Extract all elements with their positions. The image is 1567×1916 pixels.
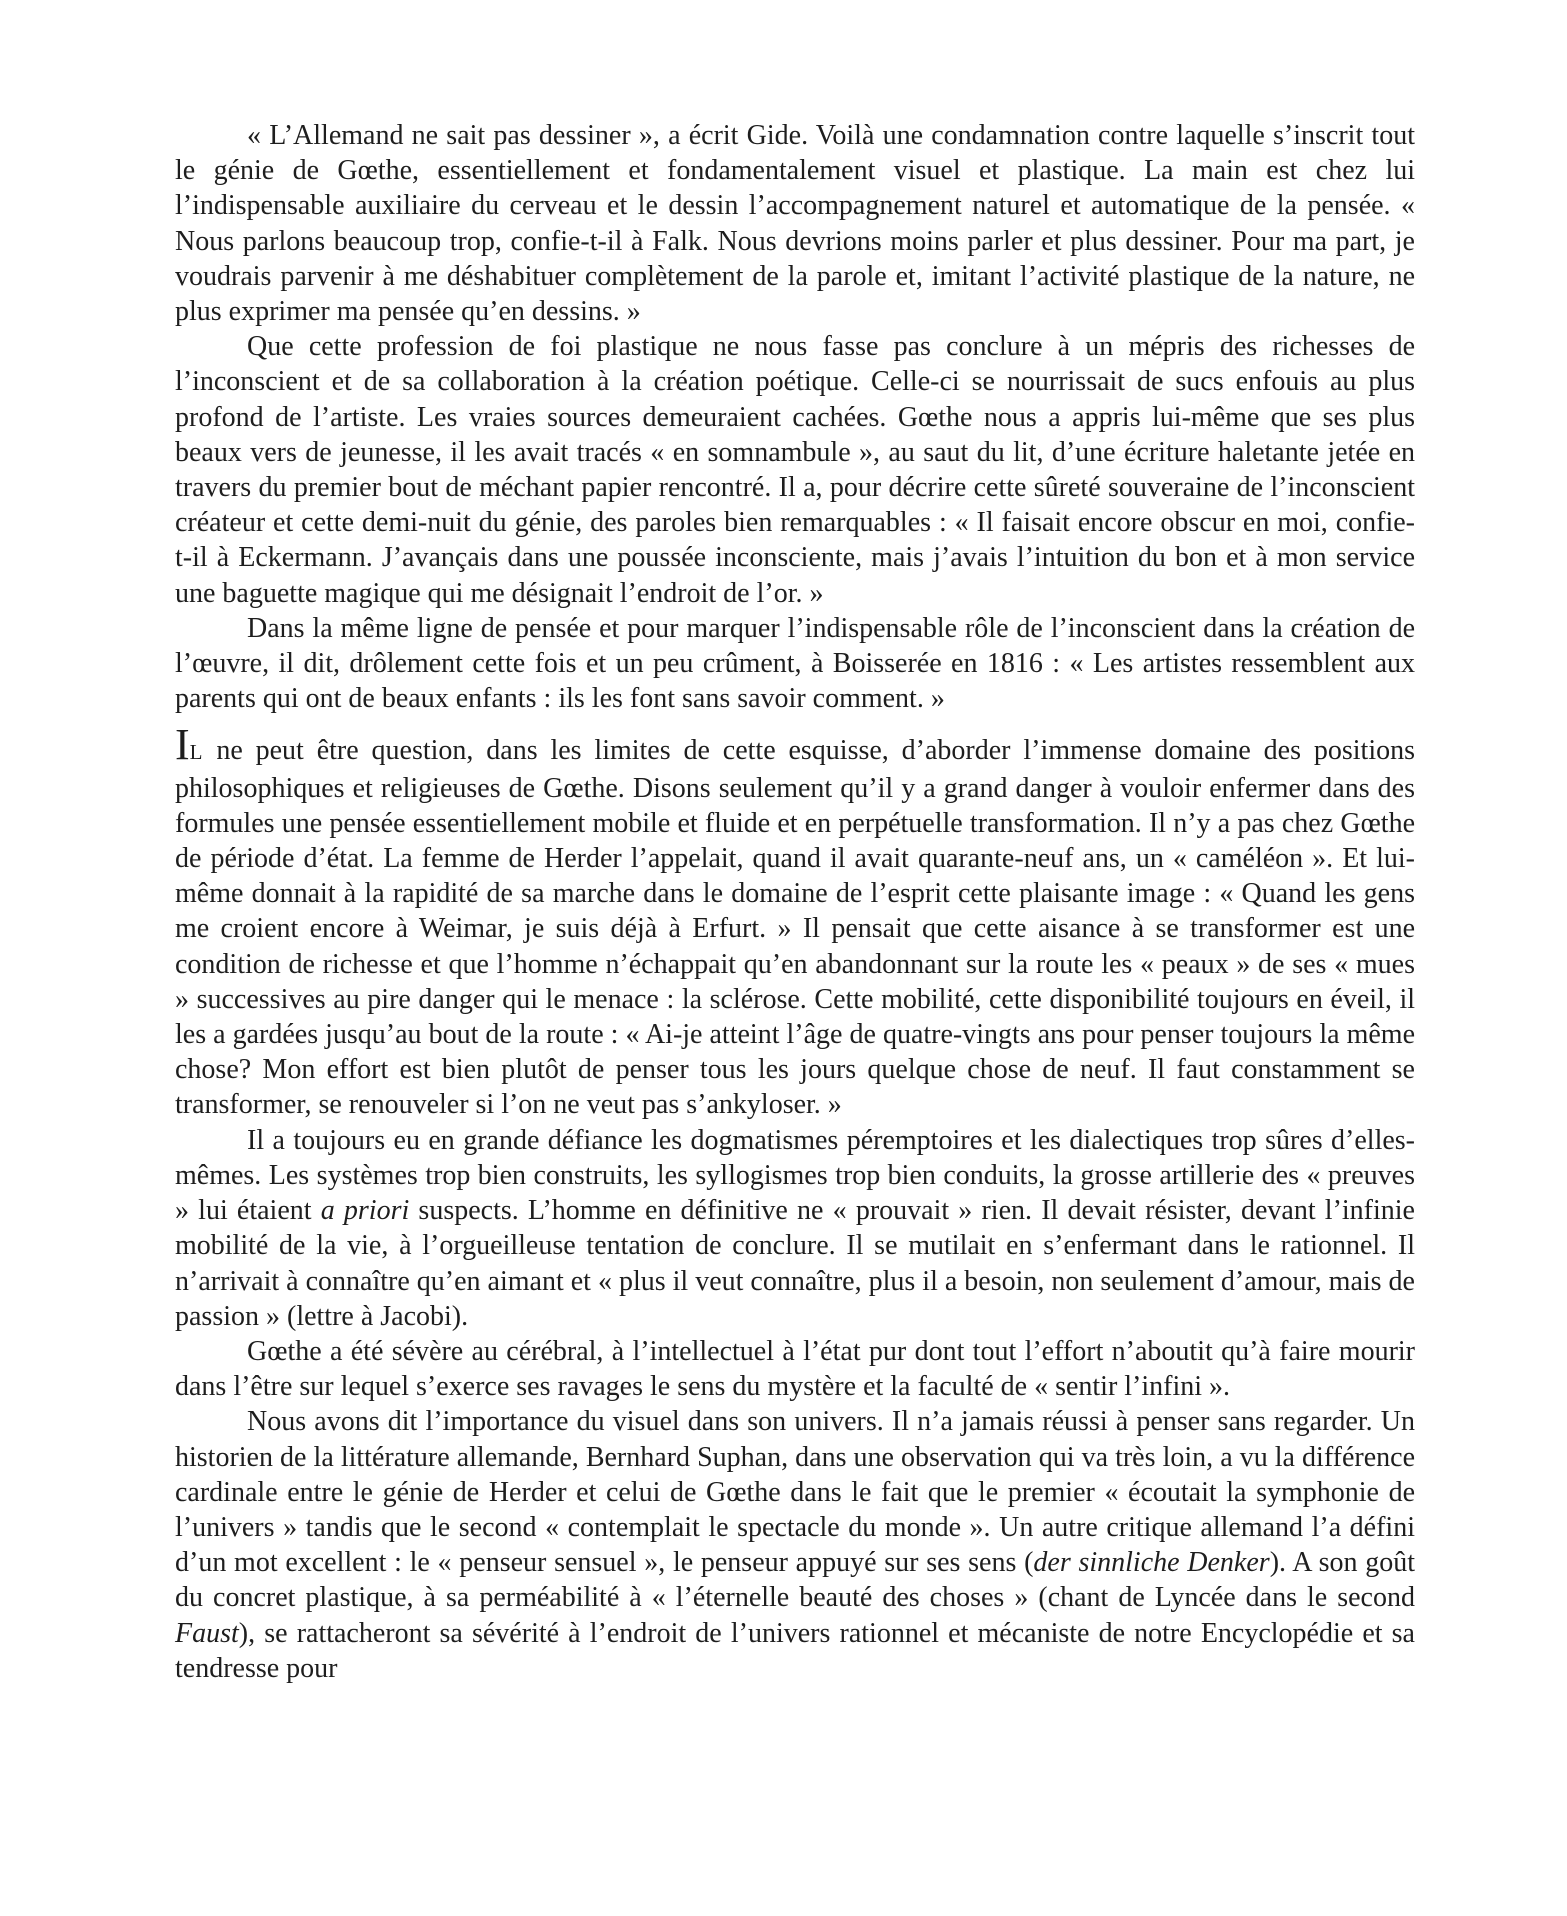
paragraph-text: ). A son goût du concret plastique, à sa perméabilité à « l’éternelle beauté des choses » (chant de Lyncée dans le second <box>175 1547 1415 1614</box>
drop-cap-letter: I <box>175 720 190 770</box>
paragraph-text: suspects. L’homme en définitive ne « prouvait » rien. Il devait résister, devant l’infinie mobilité de la vie, à l’orgueilleuse tentation de conclure. Il se mutilait en s’enfermant dans le rationnel. Il n’arrivait à connaître qu’en aimant et « plus il veut connaître, plus il a besoin, non seulement d’amour, mais de passion » (lettre à Jacobi). <box>175 1195 1415 1332</box>
italic-term: der sinnliche Denker <box>1033 1547 1270 1579</box>
page-body <box>175 118 1415 1686</box>
paragraph-text: Nous avons dit l’importance du visuel dans son univers. Il n’a jamais réussi à penser sans regarder. Un historien de la littérature allemande, Bernhard Suphan, dans une observation qui va très loin, a vu la différence cardinale entre le génie de Herder et celui de Gœthe dans le fait que le premier « écoutait la symphonie de l’univers » tandis que le second « contemplait le spectacle du monde ». Un autre critique allemand l’a défini d’un mot excellent : le « penseur sensuel », le penseur appuyé sur ses sens ( <box>175 1406 1415 1579</box>
paragraph-visuel <box>175 1404 1415 1686</box>
small-cap-letter: L <box>189 740 204 765</box>
paragraph-gide-quote: « L’Allemand ne sait pas dessiner », a écrit Gide. Voilà une condamnation contre laquelle s’inscrit tout le génie de Gœthe, essentiellement et fondamentalement visuel et plastique. La main est chez lui l’indispensable auxiliaire du cerveau et le dessin l’accompagnement naturel et automatique de la pensée. « Nous parlons beaucoup trop, confie-t-il à Falk. Nous devrions moins parler et plus dessiner. Pour ma part, je voudrais parvenir à me déshabituer complètement de la parole et, imitant l’activité plastique de la nature, ne plus exprimer ma pensée qu’en dessins. » <box>175 120 1415 328</box>
paragraph-text: Il a toujours eu en grande défiance les dogmatismes péremptoires et les dialectiques trop sûres d’elles-mêmes. Les systèmes trop bien construits, les syllogismes trop bien conduits, la grosse artillerie des « preuves » lui étaient <box>175 1124 1415 1227</box>
paragraph-section-philosophie <box>175 720 1415 1122</box>
paragraph-dogmatismes <box>175 1123 1415 1334</box>
paragraph-text: ), se rattacheront sa sévérité à l’endroit de l’univers rationnel et mécaniste de notre Encyclopédie et sa tendresse pour <box>175 1617 1415 1684</box>
paragraph-inconscient: Que cette profession de foi plastique ne nous fasse pas conclure à un mépris des richesses de l’inconscient et de sa collaboration à la création poétique. Celle-ci se nourrissait de sucs enfouis au plus profond de l’artiste. Les vraies sources demeuraient cachées. Gœthe nous a appris lui-même que ses plus beaux vers de jeunesse, il les avait tracés « en somnambule », au saut du lit, d’une écriture haletante jetée en travers du premier bout de méchant papier rencontré. Il a, pour décrire cette sûreté souveraine de l’inconscient créateur et cette demi-nuit du génie, des paroles bien remarquables : « Il faisait encore obscur en moi, confie-t-il à Eckermann. J’avançais dans une poussée inconsciente, mais j’avais l’intuition du bon et à mon service une baguette magique qui me désignait l’endroit de l’or. » <box>175 331 1415 609</box>
paragraph-cerebral: Gœthe a été sévère au cérébral, à l’intellectuel à l’état pur dont tout l’effort n’aboutit qu’à faire mourir dans l’être sur lequel s’exerce ses ravages le sens du mystère et la faculté de « sentir l’infini ». <box>175 1335 1415 1403</box>
paragraph-text: ne peut être question, dans les limites de cette esquisse, d’aborder l’immense domaine des positions philosophiques et religieuses de Gœthe. Disons seulement qu’il y a grand danger à vouloir enfermer dans des formules une pensée essentiellement mobile et fluide et en perpétuelle transformation. Il n’y a pas chez Gœthe de période d’état. La femme de Herder l’appelait, quand il avait quarante-neuf ans, un « caméléon ». Et lui-même donnait à la rapidité de sa marche dans le domaine de l’esprit cette plaisante image : « Quand les gens me croient encore à Weimar, je suis déjà à Erfurt. » Il pensait que cette aisance à se transformer est une condition de richesse et que l’homme n’échappait qu’en abandonnant sur la route les « peaux » de ses « mues » successives au pire danger qui le menace : la sclérose. Cette mobilité, cette disponibilité toujours en éveil, il les a gardées jusqu’au bout de la route : « Ai-je atteint l’âge de quatre-vingts ans pour penser toujours la même chose? Mon effort est bien plutôt de penser tous les jours quelque chose de neuf. Il faut constamment se transformer, se renouveler si l’on ne veut pas s’ankyloser. » <box>175 735 1415 1121</box>
italic-title: Faust <box>175 1617 239 1649</box>
paragraph-boisseree: Dans la même ligne de pensée et pour marquer l’indispensable rôle de l’inconscient dans la création de l’œuvre, il dit, drôlement cette fois et un peu crûment, à Boisserée en 1816 : « Les artistes ressemblent aux parents qui ont de beaux enfants : ils les font sans savoir comment. » <box>175 612 1415 715</box>
italic-term: a priori <box>320 1195 410 1227</box>
